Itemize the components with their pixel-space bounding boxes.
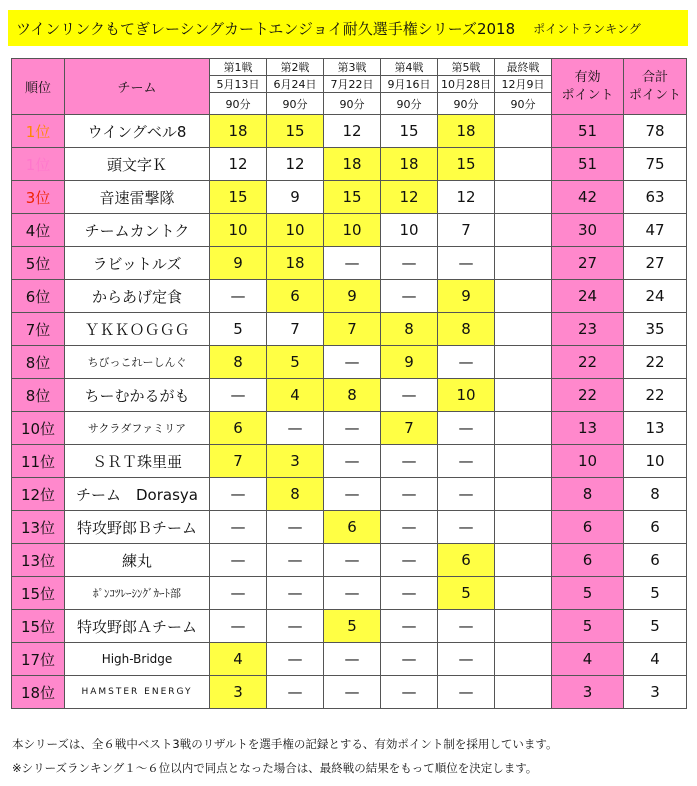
score-cell-round-3: 6 xyxy=(324,511,381,544)
total-points-cell: 47 xyxy=(624,214,687,247)
effective-points-cell: 13 xyxy=(552,412,624,445)
score-cell-round-4: 15 xyxy=(381,115,438,148)
score-cell-round-5: 7 xyxy=(438,214,495,247)
score-cell-round-3: — xyxy=(324,577,381,610)
total-points-cell: 22 xyxy=(624,346,687,379)
team-cell: HAMSTER ENERGY xyxy=(65,676,210,709)
rank-cell: 11位 xyxy=(12,445,65,478)
score-cell-round-2: 4 xyxy=(267,379,324,412)
table-row xyxy=(12,115,687,148)
score-cell-round-6 xyxy=(495,214,552,247)
effective-points-cell: 3 xyxy=(552,676,624,709)
score-cell-round-4: 9 xyxy=(381,346,438,379)
rank-cell: 4位 xyxy=(12,214,65,247)
total-points-cell: 4 xyxy=(624,643,687,676)
score-cell-round-6 xyxy=(495,346,552,379)
score-cell-round-4: — xyxy=(381,247,438,280)
rank-cell: 17位 xyxy=(12,643,65,676)
effective-points-cell: 42 xyxy=(552,181,624,214)
score-cell-round-1: 3 xyxy=(210,676,267,709)
score-cell-round-2: — xyxy=(267,577,324,610)
header-team: チーム xyxy=(65,59,210,115)
team-cell: ちびっこれーしんぐ xyxy=(65,346,210,379)
score-cell-round-3: — xyxy=(324,412,381,445)
rank-cell: 1位 xyxy=(12,115,65,148)
score-cell-round-2: 10 xyxy=(267,214,324,247)
score-cell-round-3: 7 xyxy=(324,313,381,346)
team-cell: チームカントク xyxy=(65,214,210,247)
header-rank: 順位 xyxy=(12,59,65,115)
team-cell: ＳＲＴ珠里亜 xyxy=(65,445,210,478)
score-cell-round-6 xyxy=(495,478,552,511)
score-cell-round-4: 8 xyxy=(381,313,438,346)
rank-cell: 13位 xyxy=(12,511,65,544)
score-cell-round-4: 12 xyxy=(381,181,438,214)
header-effective-points xyxy=(552,59,624,115)
team-cell: ウイングベル8 xyxy=(65,115,210,148)
score-cell-round-1: — xyxy=(210,511,267,544)
score-cell-round-3: 8 xyxy=(324,379,381,412)
score-cell-round-4: 10 xyxy=(381,214,438,247)
team-cell: 特攻野郎Ｂチーム xyxy=(65,511,210,544)
score-cell-round-1: 6 xyxy=(210,412,267,445)
score-cell-round-3: 9 xyxy=(324,280,381,313)
table-row xyxy=(12,643,687,676)
score-cell-round-1: — xyxy=(210,544,267,577)
effective-points-cell: 51 xyxy=(552,148,624,181)
score-cell-round-2: 9 xyxy=(267,181,324,214)
total-points-cell: 6 xyxy=(624,544,687,577)
score-cell-round-1: 9 xyxy=(210,247,267,280)
effective-points-cell: 5 xyxy=(552,610,624,643)
score-cell-round-3: — xyxy=(324,643,381,676)
score-cell-round-3: — xyxy=(324,445,381,478)
score-cell-round-6 xyxy=(495,610,552,643)
score-cell-round-5: 9 xyxy=(438,280,495,313)
score-cell-round-3: 12 xyxy=(324,115,381,148)
score-cell-round-5: — xyxy=(438,412,495,445)
score-cell-round-4: — xyxy=(381,610,438,643)
score-cell-round-3: — xyxy=(324,247,381,280)
score-cell-round-4: 7 xyxy=(381,412,438,445)
table-row xyxy=(12,247,687,280)
score-cell-round-5: 5 xyxy=(438,577,495,610)
title-banner xyxy=(8,10,688,46)
effective-points-cell: 23 xyxy=(552,313,624,346)
header-effective-label-1: 有効 xyxy=(574,69,601,85)
table-row xyxy=(12,181,687,214)
rank-cell: 18位 xyxy=(12,676,65,709)
rank-cell: 6位 xyxy=(12,280,65,313)
rank-cell: 8位 xyxy=(12,346,65,379)
header-round-1: 第1戦 xyxy=(210,59,267,76)
score-cell-round-1: — xyxy=(210,379,267,412)
score-cell-round-5: 18 xyxy=(438,115,495,148)
score-cell-round-3: 15 xyxy=(324,181,381,214)
header-date-final: 12月9日 xyxy=(495,76,552,93)
header-round-4: 第4戦 xyxy=(381,59,438,76)
team-cell: ﾎﾟﾝｺﾂﾚｰｼﾝｸﾞｶｰﾄ部 xyxy=(65,577,210,610)
effective-points-cell: 30 xyxy=(552,214,624,247)
table-row xyxy=(12,511,687,544)
table-row xyxy=(12,214,687,247)
score-cell-round-2: — xyxy=(267,412,324,445)
table-row xyxy=(12,544,687,577)
effective-points-cell: 27 xyxy=(552,247,624,280)
score-cell-round-1: 18 xyxy=(210,115,267,148)
total-points-cell: 75 xyxy=(624,148,687,181)
effective-points-cell: 22 xyxy=(552,346,624,379)
header-duration-3: 90分 xyxy=(324,93,381,115)
total-points-cell: 35 xyxy=(624,313,687,346)
score-cell-round-1: 8 xyxy=(210,346,267,379)
score-cell-round-5: 15 xyxy=(438,148,495,181)
score-cell-round-4: — xyxy=(381,511,438,544)
score-cell-round-6 xyxy=(495,379,552,412)
score-cell-round-4: — xyxy=(381,478,438,511)
score-cell-round-2: 3 xyxy=(267,445,324,478)
score-cell-round-4: — xyxy=(381,280,438,313)
score-cell-round-5: 6 xyxy=(438,544,495,577)
effective-points-cell: 5 xyxy=(552,577,624,610)
team-cell: ラビットルズ xyxy=(65,247,210,280)
rank-cell: 15位 xyxy=(12,577,65,610)
score-cell-round-6 xyxy=(495,544,552,577)
header-duration-4: 90分 xyxy=(381,93,438,115)
header-round-final: 最終戦 xyxy=(495,59,552,76)
score-cell-round-2: 12 xyxy=(267,148,324,181)
team-cell: ＹＫＫＯＧＧＧ xyxy=(65,313,210,346)
rank-cell: 12位 xyxy=(12,478,65,511)
score-cell-round-3: 18 xyxy=(324,148,381,181)
score-cell-round-5: — xyxy=(438,610,495,643)
score-cell-round-6 xyxy=(495,445,552,478)
effective-points-cell: 6 xyxy=(552,511,624,544)
score-cell-round-2: — xyxy=(267,544,324,577)
header-round-3: 第3戦 xyxy=(324,59,381,76)
total-points-cell: 13 xyxy=(624,412,687,445)
score-cell-round-4: — xyxy=(381,445,438,478)
team-cell: 練丸 xyxy=(65,544,210,577)
score-cell-round-5: — xyxy=(438,478,495,511)
footnotes xyxy=(12,732,558,780)
rank-cell: 15位 xyxy=(12,610,65,643)
score-cell-round-3: — xyxy=(324,346,381,379)
team-cell: 音速雷撃隊 xyxy=(65,181,210,214)
team-cell: からあげ定食 xyxy=(65,280,210,313)
score-cell-round-1: — xyxy=(210,478,267,511)
header-total-label-1: 合計 xyxy=(641,69,668,85)
page-subtitle: ポイントランキング xyxy=(533,21,641,36)
score-cell-round-6 xyxy=(495,313,552,346)
team-cell: ちーむかるがも xyxy=(65,379,210,412)
score-cell-round-2: 18 xyxy=(267,247,324,280)
rank-cell: 1位 xyxy=(12,148,65,181)
table-row xyxy=(12,577,687,610)
score-cell-round-6 xyxy=(495,577,552,610)
ranking-table xyxy=(11,58,687,709)
score-cell-round-1: — xyxy=(210,577,267,610)
header-duration-2: 90分 xyxy=(267,93,324,115)
score-cell-round-2: — xyxy=(267,511,324,544)
score-cell-round-6 xyxy=(495,280,552,313)
score-cell-round-6 xyxy=(495,643,552,676)
table-row xyxy=(12,346,687,379)
table-row xyxy=(12,280,687,313)
score-cell-round-5: — xyxy=(438,511,495,544)
team-cell: 頭文字Ｋ xyxy=(65,148,210,181)
team-cell: 特攻野郎Ａチーム xyxy=(65,610,210,643)
score-cell-round-2: 7 xyxy=(267,313,324,346)
table-row xyxy=(12,148,687,181)
score-cell-round-2: 6 xyxy=(267,280,324,313)
table-row xyxy=(12,412,687,445)
score-cell-round-1: 4 xyxy=(210,643,267,676)
total-points-cell: 3 xyxy=(624,676,687,709)
total-points-cell: 78 xyxy=(624,115,687,148)
table-row xyxy=(12,313,687,346)
effective-points-cell: 6 xyxy=(552,544,624,577)
score-cell-round-5: 12 xyxy=(438,181,495,214)
score-cell-round-2: 15 xyxy=(267,115,324,148)
rank-cell: 3位 xyxy=(12,181,65,214)
table-row xyxy=(12,445,687,478)
total-points-cell: 24 xyxy=(624,280,687,313)
rank-cell: 8位 xyxy=(12,379,65,412)
effective-points-cell: 51 xyxy=(552,115,624,148)
header-date-1: 5月13日 xyxy=(210,76,267,93)
score-cell-round-4: — xyxy=(381,577,438,610)
score-cell-round-6 xyxy=(495,412,552,445)
header-duration-final: 90分 xyxy=(495,93,552,115)
effective-points-cell: 8 xyxy=(552,478,624,511)
total-points-cell: 6 xyxy=(624,511,687,544)
score-cell-round-3: 5 xyxy=(324,610,381,643)
score-cell-round-5: 10 xyxy=(438,379,495,412)
score-cell-round-1: 15 xyxy=(210,181,267,214)
team-cell: チーム Dorasya xyxy=(65,478,210,511)
score-cell-round-5: — xyxy=(438,676,495,709)
header-total-points xyxy=(624,59,687,115)
total-points-cell: 10 xyxy=(624,445,687,478)
table-row xyxy=(12,379,687,412)
score-cell-round-3: — xyxy=(324,478,381,511)
total-points-cell: 63 xyxy=(624,181,687,214)
score-cell-round-3: — xyxy=(324,676,381,709)
table-row xyxy=(12,610,687,643)
effective-points-cell: 22 xyxy=(552,379,624,412)
score-cell-round-4: 18 xyxy=(381,148,438,181)
header-date-3: 7月22日 xyxy=(324,76,381,93)
score-cell-round-5: — xyxy=(438,445,495,478)
rank-cell: 10位 xyxy=(12,412,65,445)
header-duration-1: 90分 xyxy=(210,93,267,115)
score-cell-round-1: 12 xyxy=(210,148,267,181)
score-cell-round-6 xyxy=(495,676,552,709)
header-date-5: 10月28日 xyxy=(438,76,495,93)
score-cell-round-5: — xyxy=(438,643,495,676)
score-cell-round-6 xyxy=(495,148,552,181)
effective-points-cell: 10 xyxy=(552,445,624,478)
score-cell-round-3: — xyxy=(324,544,381,577)
score-cell-round-5: — xyxy=(438,247,495,280)
header-duration-5: 90分 xyxy=(438,93,495,115)
score-cell-round-4: — xyxy=(381,544,438,577)
score-cell-round-5: — xyxy=(438,346,495,379)
total-points-cell: 5 xyxy=(624,610,687,643)
score-cell-round-4: — xyxy=(381,379,438,412)
effective-points-cell: 4 xyxy=(552,643,624,676)
score-cell-round-4: — xyxy=(381,676,438,709)
rank-cell: 7位 xyxy=(12,313,65,346)
score-cell-round-1: — xyxy=(210,280,267,313)
effective-points-cell: 24 xyxy=(552,280,624,313)
score-cell-round-6 xyxy=(495,247,552,280)
table-row xyxy=(12,478,687,511)
total-points-cell: 27 xyxy=(624,247,687,280)
score-cell-round-2: — xyxy=(267,676,324,709)
score-cell-round-2: — xyxy=(267,610,324,643)
table-row xyxy=(12,676,687,709)
score-cell-round-1: 7 xyxy=(210,445,267,478)
score-cell-round-6 xyxy=(495,115,552,148)
team-cell: サクラダファミリア xyxy=(65,412,210,445)
score-cell-round-6 xyxy=(495,511,552,544)
score-cell-round-1: 10 xyxy=(210,214,267,247)
score-cell-round-2: 8 xyxy=(267,478,324,511)
score-cell-round-5: 8 xyxy=(438,313,495,346)
rank-cell: 13位 xyxy=(12,544,65,577)
header-round-2: 第2戦 xyxy=(267,59,324,76)
total-points-cell: 8 xyxy=(624,478,687,511)
score-cell-round-1: — xyxy=(210,610,267,643)
footnote-2: ※シリーズランキング１～６位以内で同点となった場合は、最終戦の結果をもって順位を決定します。 xyxy=(12,761,538,775)
team-cell: High-Bridge xyxy=(65,643,210,676)
header-round-5: 第5戦 xyxy=(438,59,495,76)
score-cell-round-4: — xyxy=(381,643,438,676)
score-cell-round-1: 5 xyxy=(210,313,267,346)
rank-cell: 5位 xyxy=(12,247,65,280)
page-title: ツインリンクもてぎレーシングカートエンジョイ耐久選手権シリーズ2018 xyxy=(16,19,516,38)
total-points-cell: 22 xyxy=(624,379,687,412)
header-date-2: 6月24日 xyxy=(267,76,324,93)
score-cell-round-2: 5 xyxy=(267,346,324,379)
footnote-1: 本シリーズは、全６戦中ベスト3戦のリザルトを選手権の記録とする、有効ポイント制を採用しています。 xyxy=(12,737,558,751)
score-cell-round-6 xyxy=(495,181,552,214)
score-cell-round-3: 10 xyxy=(324,214,381,247)
header-total-label-2: ポイント xyxy=(628,87,681,103)
total-points-cell: 5 xyxy=(624,577,687,610)
header-date-4: 9月16日 xyxy=(381,76,438,93)
score-cell-round-2: — xyxy=(267,643,324,676)
header-effective-label-2: ポイント xyxy=(561,87,614,103)
